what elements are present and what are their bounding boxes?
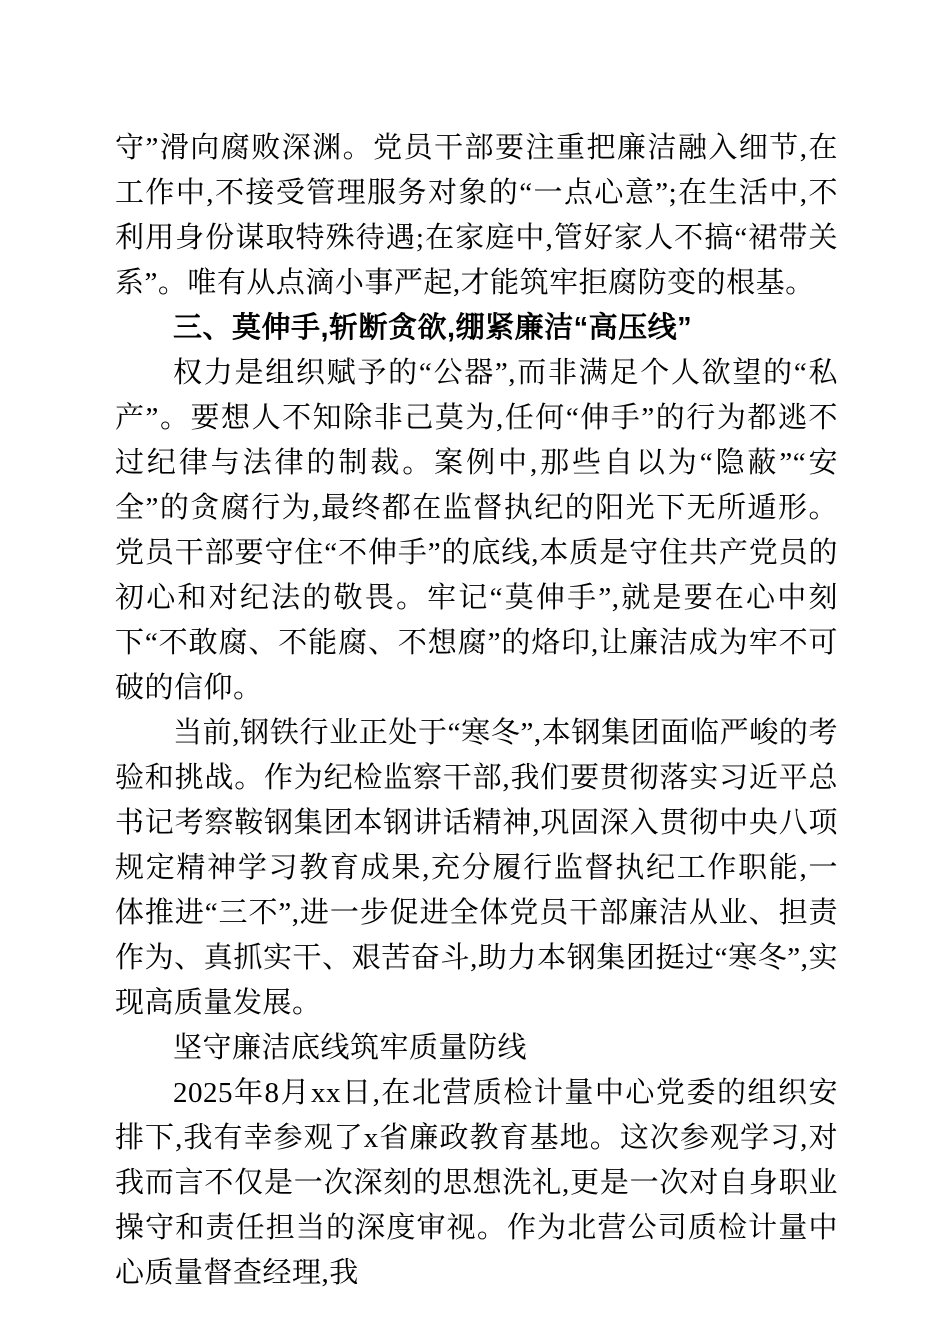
paragraph: 当前,钢铁行业正处于“寒冬”,本钢集团面临严峻的考验和挑战。作为纪检监察干部,我们要贯彻落实习近平总书记考察鞍钢集团本钢讲话精神,巩固深入贯彻中央八项规定精神学习教育成果,充分履行监督执纪工作职能,一体推进“三不”,进一步促进全体党员干部廉洁从业、担责作为、真抓实干、艰苦奋斗,助力本钢集团挺过“寒冬”,实现高质量发展。 bbox=[115, 717, 838, 1019]
paragraph: 坚守廉洁底线筑牢质量防线 bbox=[173, 1032, 528, 1064]
section-heading: 三、莫伸手,斩断贪欲,绷紧廉洁“高压线” bbox=[173, 312, 693, 344]
document-content bbox=[115, 126, 838, 1296]
paragraph: 守”滑向腐败深渊。党员干部要注重把廉洁融入细节,在工作中,不接受管理服务对象的“一点心意”;在生活中,不利用身份谋取特殊待遇;在家庭中,管好家人不搞“裙带关系”。唯有从点滴小事严起,才能筑牢拒腐防变的根基。 bbox=[115, 132, 838, 299]
paragraph: 2025年8月xx日,在北营质检计量中心党委的组织安排下,我有幸参观了x省廉政教育基地。这次参观学习,对我而言不仅是一次深刻的思想洗礼,更是一次对自身职业操守和责任担当的深度审视。作为北营公司质检计量中心质量督查经理,我 bbox=[115, 1077, 838, 1289]
paragraph: 权力是组织赋予的“公器”,而非满足个人欲望的“私产”。要想人不知除非己莫为,任何“伸手”的行为都逃不过纪律与法律的制裁。案例中,那些自以为“隐蔽”“安全”的贪腐行为,最终都在监督执纪的阳光下无所遁形。党员干部要守住“不伸手”的底线,本质是守住共产党员的初心和对纪法的敬畏。牢记“莫伸手”,就是要在心中刻下“不敢腐、不能腐、不想腐”的烙印,让廉洁成为牢不可破的信仰。 bbox=[115, 357, 838, 704]
